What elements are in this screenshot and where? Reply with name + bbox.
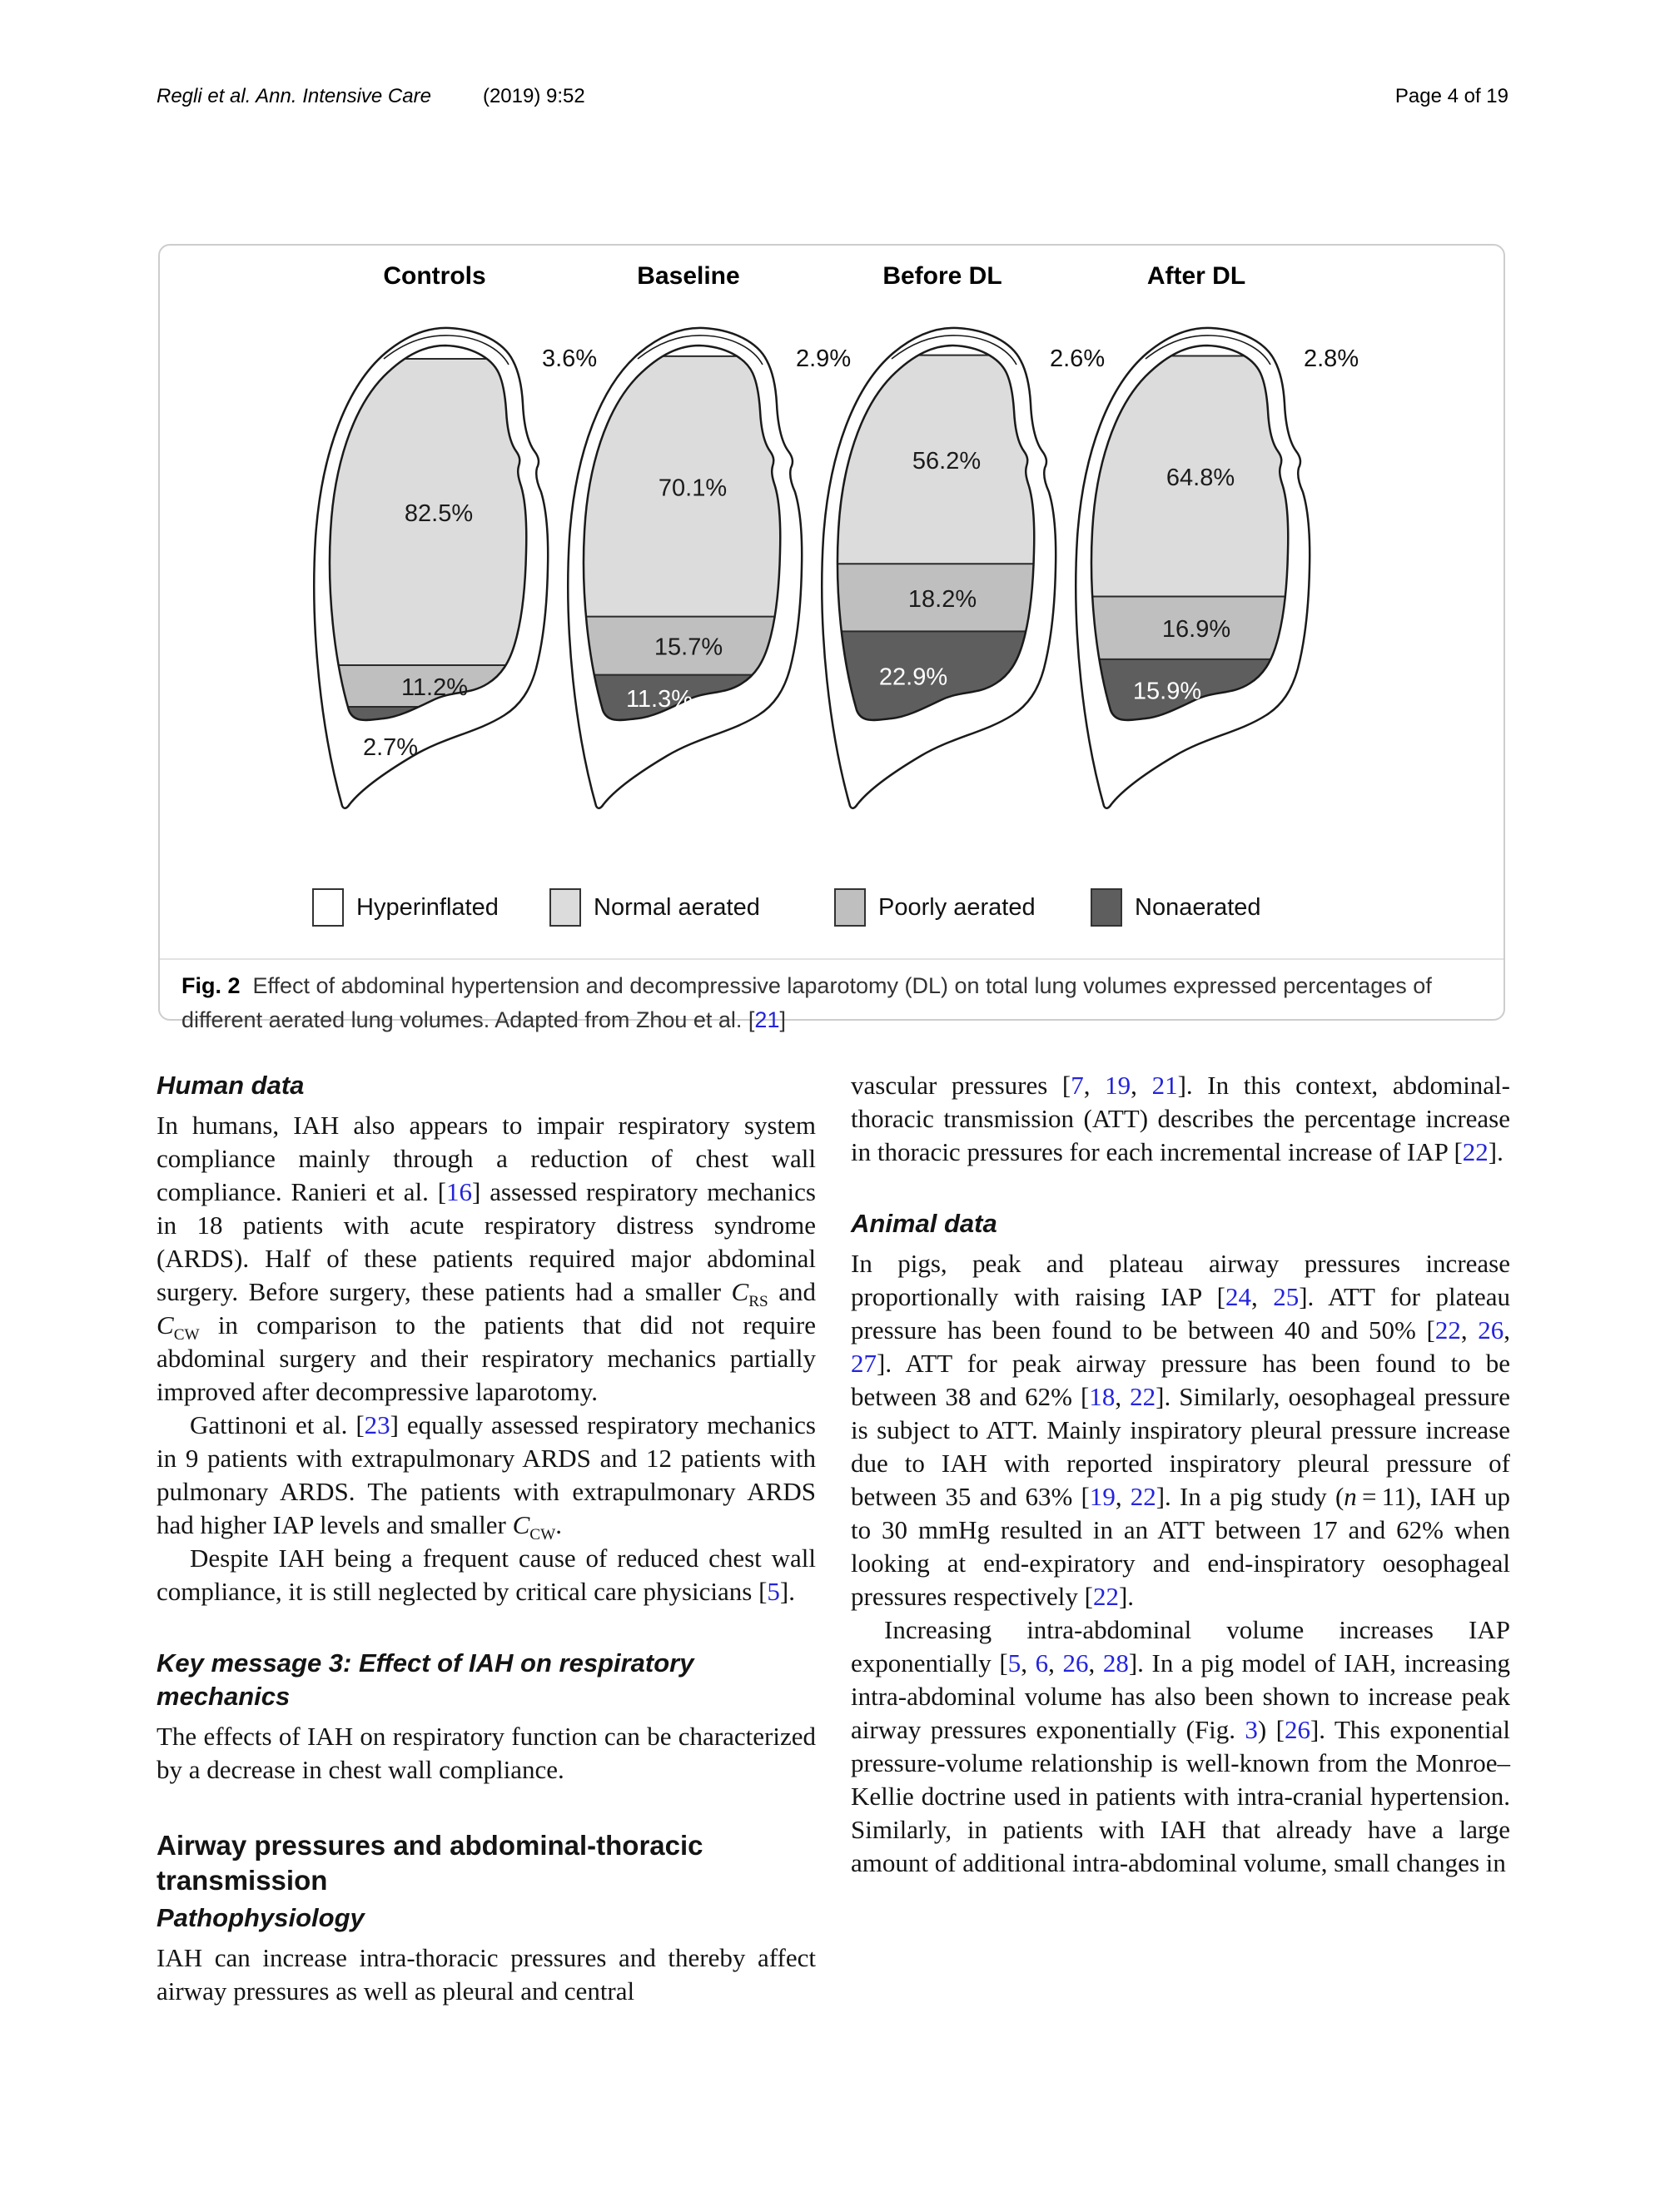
body-paragraph: The effects of IAH on respiratory function can be characterized by a decrease in chest wall compliance.	[157, 1722, 816, 1784]
right-column	[851, 1069, 1510, 1880]
lung-diagram-baseline	[551, 326, 852, 838]
segment-label: 15.7%	[654, 634, 723, 661]
reference-link[interactable]: 27	[851, 1349, 877, 1378]
segment-label: 11.2%	[400, 674, 469, 701]
reference-link[interactable]: 22	[1130, 1482, 1156, 1511]
body-paragraph: IAH can increase intra-thoracic pressures and thereby affect airway pressures as well as pleural and central	[157, 1943, 816, 2006]
section-heading: Animal data	[851, 1209, 997, 1238]
lung-svg	[297, 326, 555, 825]
legend-label: Nonaerated	[1135, 893, 1261, 921]
reference-link[interactable]: 25	[1273, 1282, 1300, 1311]
legend-swatch	[1091, 888, 1122, 927]
reference-link[interactable]: 3	[1245, 1715, 1258, 1744]
legend-item	[312, 888, 499, 927]
reference-link[interactable]: 6	[1035, 1648, 1049, 1678]
segment-label: 22.9%	[878, 664, 948, 691]
reference-link[interactable]: 22	[1434, 1315, 1461, 1345]
figure-2-panel	[158, 244, 1505, 1032]
section-heading: Pathophysiology	[157, 1903, 365, 1932]
hyperinflated-percent-label: 2.6%	[1050, 345, 1106, 372]
legend-item	[1091, 888, 1261, 927]
reference-link[interactable]: 16	[446, 1177, 473, 1206]
page-number: Page 4 of 19	[1394, 85, 1508, 107]
reference-link[interactable]: 21	[1151, 1071, 1178, 1100]
body-paragraph: In humans, IAH also appears to impair respiratory system compliance mainly through a reduction of chest wall compliance. Ranieri et al. [16] assessed respiratory mechanics in 18 patients with acute respiratory distress syndrome (ARDS). Half of these patients required major abdominal surgery. Before surgery, these patients had a smaller $C_{RS}$ and $C_{CW}$ in comparison to the patients that did not require abdominal surgery and their respiratory mechanics partially improved after decompressive laparotomy.	[157, 1111, 816, 1406]
reference-link[interactable]: 28	[1102, 1648, 1129, 1678]
segment-label: 2.7%	[362, 734, 419, 761]
legend-label: Normal aerated	[594, 893, 760, 921]
legend-label: Poorly aerated	[878, 893, 1036, 921]
lung-diagram-controls	[297, 326, 598, 838]
reference-link[interactable]: 24	[1225, 1282, 1251, 1311]
segment-label: 11.3%	[625, 685, 693, 713]
reference-link[interactable]: 7	[1071, 1071, 1084, 1100]
hyperinflated-percent-label: 2.9%	[796, 345, 852, 372]
reference-link[interactable]: 21	[754, 1007, 780, 1032]
section-heading: Key message 3: Effect of IAH on respiratory mechanics	[157, 1648, 694, 1711]
left-column	[157, 1069, 816, 2008]
legend-item	[834, 888, 1036, 927]
hyperinflated-percent-label: 3.6%	[542, 345, 598, 372]
body-paragraph: In pigs, peak and plateau airway pressures increase proportionally with raising IAP [24, 25]. ATT for plateau pressure has been found to be between 40 and 50% [22, 26, 27]. ATT for peak airway pressure has been found to be between 38 and 62% [18, 22]. Similarly, oesophageal pressure is subject to ATT. Mainly inspiratory pleural pressure increase due to IAH with reported inspiratory pleural pressure of between 35 and 63% [19, 22]. In a pig study (n = 11), IAH up to 30 mmHg resulted in an ATT between 17 and 62% when looking at end-expiratory and end-inspiratory oesophageal pressures respectively [22].	[851, 1249, 1511, 1611]
hyperinflated-percent-label: 2.8%	[1304, 345, 1359, 372]
body-paragraph: Increasing intra-abdominal volume increases IAP exponentially [5, 6, 26, 28]. In a pig model of IAH, increasing intra-abdominal volume has also been shown to increase peak airway pressures exponentially (Fig. 3) [26]. This exponential pressure-volume relationship is well-known from the Monroe–Kellie doctrine used in patients with intra-cranial hypertension. Similarly, in patients with IAH that already have a large amount of additional intra-abdominal volume, small changes in	[851, 1615, 1510, 1877]
reference-link[interactable]: 26	[1062, 1648, 1089, 1678]
lung-diagram-before-dl	[805, 326, 1106, 838]
figure-column-header: Before DL	[882, 262, 1002, 290]
body-paragraph: vascular pressures [7, 19, 21]. In this context, abdominal-thoracic transmission (ATT) describes the percentage increase in thoracic pressures for each incremental increase of IAP [22].	[851, 1071, 1511, 1166]
lung-diagram-after-dl	[1059, 326, 1359, 838]
segment-label: 15.9%	[1132, 678, 1202, 705]
segment-label: 82.5%	[404, 500, 474, 528]
legend-item	[549, 888, 760, 927]
legend-swatch	[549, 888, 581, 927]
lung-svg	[551, 326, 809, 825]
section-heading: Airway pressures and abdominal-thoracic transmission	[157, 1830, 703, 1896]
lung-svg	[1059, 326, 1317, 825]
reference-link[interactable]: 22	[1130, 1382, 1156, 1411]
reference-link[interactable]: 19	[1089, 1482, 1116, 1511]
journal-citation	[157, 85, 585, 108]
reference-link[interactable]: 5	[1007, 1648, 1021, 1678]
body-paragraph: Gattinoni et al. [23] equally assessed respiratory mechanics in 9 patients with extrapulmonary ARDS and 12 patients with pulmonary ARDS. The patients with extrapulmonary ARDS had higher IAP levels and smaller $C_{CW}$.	[157, 1410, 816, 1544]
figure-column-header: Baseline	[637, 262, 740, 290]
legend-swatch	[312, 888, 344, 927]
reference-link[interactable]: 26	[1478, 1315, 1504, 1345]
section-heading: Human data	[157, 1071, 305, 1100]
figure-caption-divider	[160, 958, 1503, 960]
lung-svg	[805, 326, 1063, 825]
journal-citation-issue: (2019) 9:52	[482, 85, 585, 107]
page-header	[157, 85, 1508, 108]
body-paragraph: Despite IAH being a frequent cause of reduced chest wall compliance, it is still neglected by critical care physicians [5].	[157, 1543, 816, 1606]
reference-link[interactable]: 23	[364, 1410, 390, 1439]
figure-column-header: Controls	[383, 262, 486, 290]
journal-citation-authors: Regli et al. Ann. Intensive Care	[157, 85, 431, 107]
segment-label: 16.9%	[1161, 616, 1231, 644]
segment-label: 56.2%	[912, 447, 982, 475]
reference-link[interactable]: 5	[767, 1577, 780, 1606]
reference-link[interactable]: 22	[1092, 1582, 1119, 1611]
reference-link[interactable]: 26	[1284, 1715, 1310, 1744]
legend-label: Hyperinflated	[356, 893, 499, 921]
segment-label: 18.2%	[907, 585, 977, 613]
figure-caption: Fig. 2 Effect of abdominal hypertension and decompressive laparotomy (DL) on total lung volumes expressed percentages of different aerated lung volumes. Adapted from Zhou et al. [21]	[181, 973, 1432, 1032]
reference-link[interactable]: 18	[1089, 1382, 1116, 1411]
segment-label: 70.1%	[658, 475, 728, 502]
segment-label: 64.8%	[1166, 464, 1235, 491]
reference-link[interactable]: 22	[1462, 1137, 1489, 1166]
legend-swatch	[834, 888, 866, 927]
figure-column-header: After DL	[1146, 262, 1246, 290]
reference-link[interactable]: 19	[1105, 1071, 1131, 1100]
